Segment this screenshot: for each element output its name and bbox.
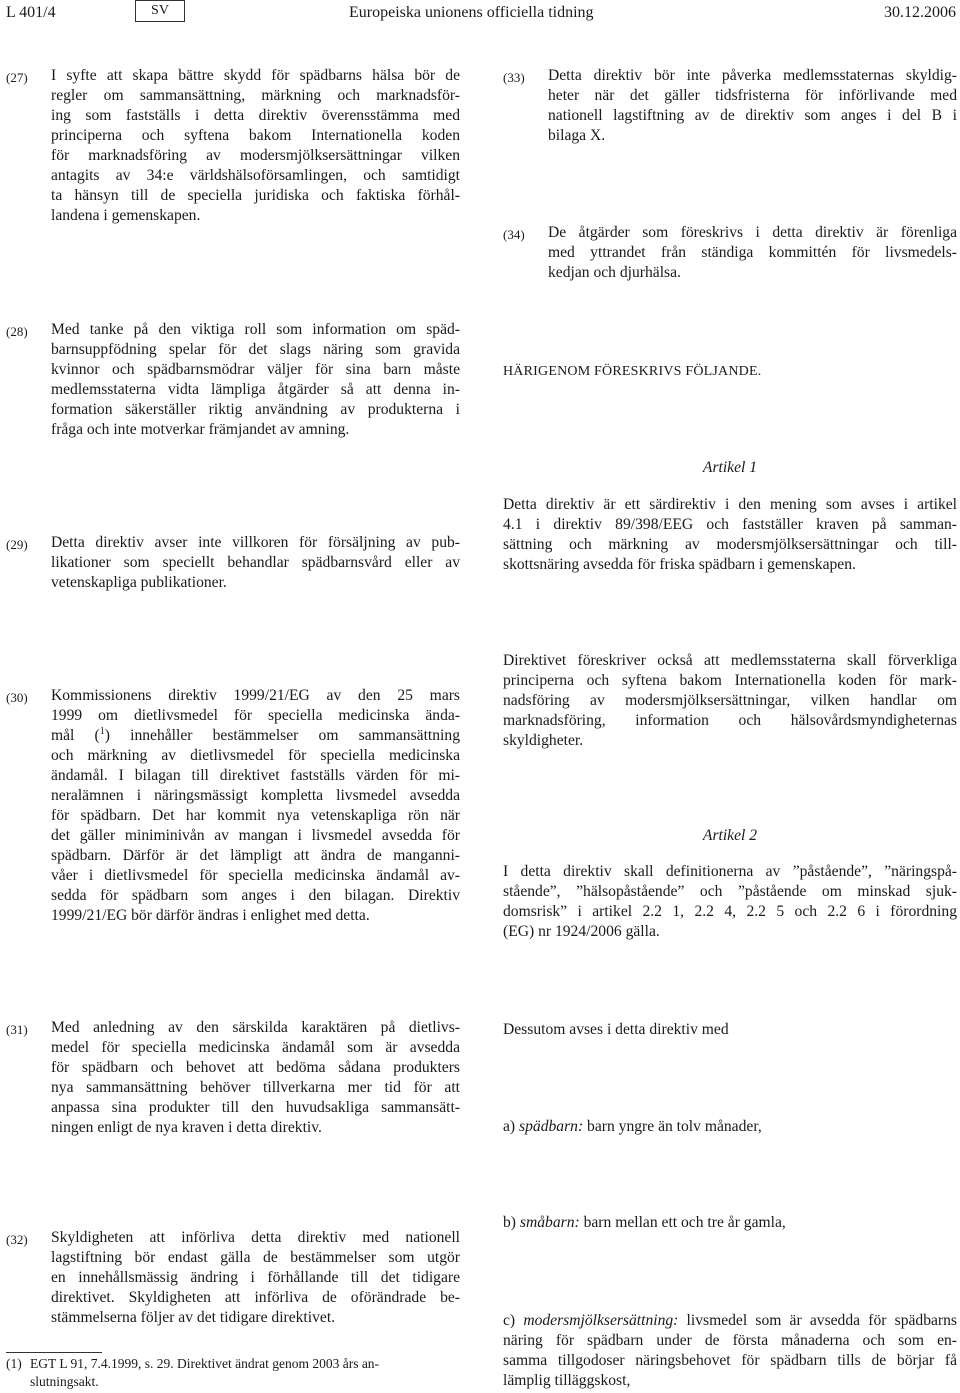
- recital-number: (33): [503, 70, 525, 85]
- recital-30: [6, 686, 460, 926]
- recital-number: (28): [6, 324, 28, 339]
- article-2-title: Artikel 2: [702, 827, 758, 844]
- definition-c: c) modersmjölksersättning: livsmedel som är avsedda för spädbarns näring för spädbarn under de första månaderna och som en- samma tillgodoser näringsbehovet för spädbarn tills de börjar få lämplig tilläggskost,: [503, 1312, 957, 1389]
- journal-title: Europeiska unionens officiella tidning: [349, 4, 594, 21]
- footnote-ref: 1: [99, 725, 105, 737]
- definition-term: modersmjölksersättning:: [523, 1312, 679, 1329]
- definition-label: c): [503, 1312, 516, 1329]
- recital-28: [6, 320, 460, 440]
- article-2-paragraph-1: I detta direktiv skall definitionerna av ”påstående”, ”näringspå- stående”, ”hälsopåstående” och ”påstående om minskad sjuk- domsrisk” i artikel 2.2 1, 2.2 4, 2.2 5 och 2.2 6 i förordning (EG) nr 1924/2006 gälla.: [503, 863, 957, 940]
- definition-term: spädbarn:: [519, 1118, 584, 1135]
- definition-term: småbarn:: [519, 1214, 580, 1231]
- recital-text: Detta direktiv avser inte villkoren för försäljning av pub- likationer som speciellt behandlar spädbarnsvård eller av vetenskapliga publikationer.: [51, 534, 460, 591]
- recital-31: [6, 1018, 460, 1138]
- recital-number: (29): [6, 537, 28, 552]
- issue-date: 30.12.2006: [884, 4, 956, 21]
- recital-27: [6, 66, 460, 226]
- recital-text: Med tanke på den viktiga roll som information om späd- barnsuppfödning spelar för det slags näring som gravida kvinnor och spädbarnsmödrar väljer för sina barn måste medlemsstaterna vidta lämpliga åtgärder så att denna in- formation säkerställer riktig användning av produkterna i fråga och inte motverkar främjandet av amning.: [51, 321, 460, 438]
- definition-b: b) småbarn: barn mellan ett och tre år gamla,: [503, 1214, 786, 1231]
- recital-number: (27): [6, 70, 28, 85]
- page-number: L 401/4: [6, 4, 56, 21]
- recital-29: [6, 533, 460, 593]
- recital-33: [503, 66, 957, 146]
- recital-text: Detta direktiv bör inte påverka medlemsstaternas skyldig- heter när det gäller tidsfristerna för införlivande med nationell lagstiftning av de direktiv som anges i del B i bilaga X.: [548, 67, 957, 144]
- recital-number: (30): [6, 690, 28, 705]
- page-header: [0, 0, 960, 30]
- recital-number: (32): [6, 1232, 28, 1247]
- enacting-formula: HÄRIGENOM FÖRESKRIVS FÖLJANDE.: [503, 364, 762, 379]
- definition-label: a): [503, 1118, 516, 1135]
- recital-text: De åtgärder som föreskrivs i detta direktiv är förenliga med yttrandet från ständiga kommittén för livsmedels- kedjan och djurhälsa.: [548, 224, 957, 281]
- footnote-mark: (1): [6, 1356, 22, 1371]
- language-box: SV: [135, 0, 185, 22]
- article-2-intro: Dessutom avses i detta direktiv med: [503, 1021, 729, 1038]
- recital-32: [6, 1228, 460, 1328]
- article-1-paragraph-2: Direktivet föreskriver också att medlemsstaterna skall förverkliga principerna och syftena bakom Internationella koden för mark- nadsföring av modersmjölksersättningar, vilken handlar om marknadsföring, information och hälsovårdsmyndigheternas skyldigheter.: [503, 652, 957, 749]
- recital-34: [503, 223, 957, 283]
- footnote: (1) EGT L 91, 7.4.1999, s. 29. Direktivet ändrat genom 2003 års an- slutningsakt.: [6, 1356, 380, 1389]
- recital-number: (34): [503, 227, 525, 242]
- recital-text: I syfte att skapa bättre skydd för spädbarns hälsa bör de regler om sammansättning, märkning och marknadsför- ing som fastställs i detta direktiv överensstämma med principerna och syftena bakom Internationella koden för marknadsföring av modersmjölksersättningar vilken antagits av 34:e världshälsoförsamlingen, och samtidigt ta hänsyn till de speciella juridiska och faktiska förhål- landena i gemenskapen.: [51, 67, 460, 224]
- recital-number: (31): [6, 1022, 28, 1037]
- recital-text: Skyldigheten att införliva detta direktiv med nationell lagstiftning bör endast gälla de bestämmelser som utgör en innehållsmässig ändring i förhållande till det tidigare direktivet. Skyldigheten att införliva de oförändrade be- stämmelserna följer av det tidigare direktivet.: [51, 1229, 460, 1326]
- recital-text: Kommissionens direktiv 1999/21/EG av den 25 mars 1999 om dietlivsmedel för speciella medicinska ända- mål ($^1$) innehåller bestämmelser om sammansättning och märkning av dietlivsmedel för speciella medicinska ändamål. I bilagan till direktivet fastställs värden för mi- neralämnen i näringsmässigt kompletta livsmedel avsedda för spädbarn. Det har kommit nya vetenskapliga rön när det gäller miniminivån av mangan i livsmedel avsedda för spädbarn. Därför är det lämpligt att ändra de manganni- våer i dietlivsmedel för speciella medicinska ändamål av- sedda för spädbarn som anges i den bilagan. Direktiv 1999/21/EG bör därför ändras i enlighet med detta.: [51, 687, 460, 924]
- recital-text: Med anledning av den särskilda karaktären på dietlivs- medel för speciella medicinska ändamål som är avsedda för spädbarn och behovet att bedöma sådana produkters nya sammansättning behöver tillverkarna mer tid för att anpassa sina produkter till den huvudsakliga sammansätt- ningen enligt de nya kraven i detta direktiv.: [51, 1019, 460, 1136]
- article-1-paragraph-1: Detta direktiv är ett särdirektiv i den mening som avses i artikel 4.1 i direktiv 89/398/EEG och fastställer kraven på samman- sättning och märkning av modersmjölksersättningar och till- skottsnäring avsedda för friska spädbarn i gemenskapen.: [503, 496, 957, 573]
- definition-a: a) spädbarn: barn yngre än tolv månader,: [503, 1118, 762, 1135]
- footnote-divider: [6, 1352, 102, 1353]
- definition-label: b): [503, 1214, 516, 1231]
- article-1-title: Artikel 1: [702, 459, 758, 476]
